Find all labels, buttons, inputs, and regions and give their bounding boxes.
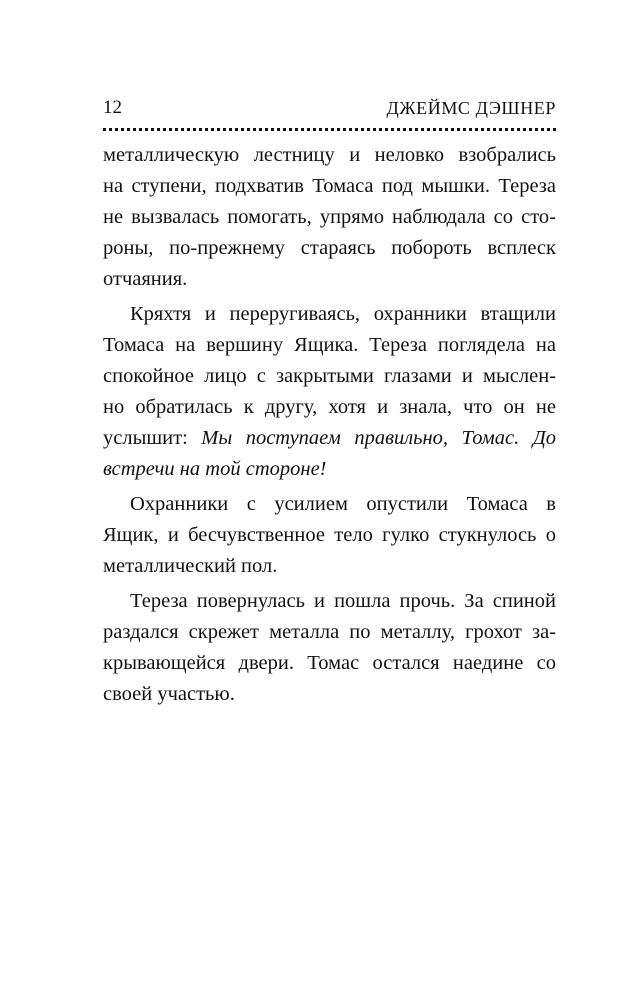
text-line: но обратилась к другу, хотя и знала, что он не <box>103 396 556 418</box>
text-line: раздался скрежет металла по металлу, грохот за- <box>103 621 556 643</box>
text-line: спокойное лицо с закрытыми глазами и мыслен- <box>103 365 556 387</box>
text-line: Охранники с усилием опустили Томаса в <box>130 493 556 515</box>
paragraph-3 <box>103 489 556 582</box>
text-line: не вызвалась помогать, упрямо наблюдала со сто- <box>103 206 556 228</box>
text-line-mixed <box>103 423 556 454</box>
text-line: Кряхтя и переругиваясь, охранники втащили <box>130 303 556 325</box>
text-line: металлический пол. <box>103 555 278 577</box>
paragraph-2 <box>103 299 556 485</box>
text-line: Томаса на вершину Ящика. Тереза поглядела на <box>103 334 556 356</box>
text-line: на ступени, подхватив Томаса под мышки. Тереза <box>103 175 556 197</box>
paragraph-4 <box>103 586 556 710</box>
text-line: своей участью. <box>103 683 235 705</box>
page-header <box>103 96 556 126</box>
text-line: Тереза повернулась и пошла прочь. За спиной <box>130 590 556 612</box>
text-line: Ящик, и бесчувственное тело гулко стукнулось о <box>103 524 556 546</box>
header-dotted-rule <box>103 128 556 131</box>
text-line: отчаяния. <box>103 268 188 290</box>
paragraph-1 <box>103 140 556 295</box>
running-title: ДЖЕЙМС ДЭШНЕР <box>386 98 556 118</box>
text-line: металлическую лестницу и неловко взобрались <box>103 144 556 166</box>
body-text <box>103 140 556 714</box>
text-italic: Мы поступаем правильно, Томас. До <box>201 427 556 449</box>
text-line: роны, по-прежнему стараясь побороть всплеск <box>103 237 556 259</box>
page-number: 12 <box>103 97 122 118</box>
text-line: крывающейся двери. Томас остался наедине со <box>103 652 556 674</box>
text-line-italic: встречи на той стороне! <box>103 458 327 480</box>
text-roman: услышит: <box>103 427 202 449</box>
